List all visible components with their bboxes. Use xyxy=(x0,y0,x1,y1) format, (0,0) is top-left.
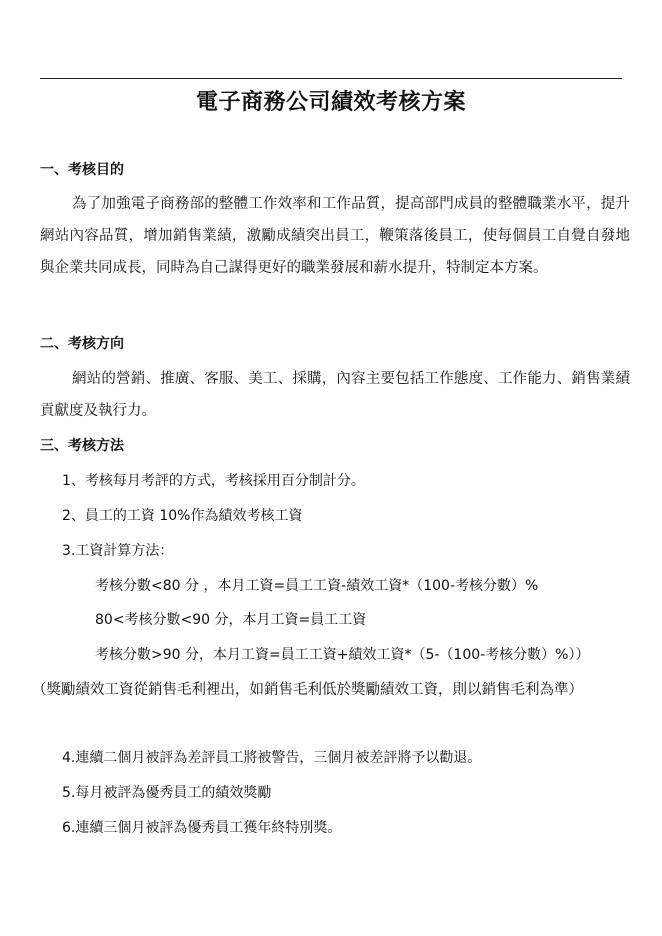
method-item-3: 3.工資計算方法： xyxy=(62,543,174,559)
section-heading-direction: 二、考核方向 xyxy=(40,336,124,352)
bonus-note: （獎勵績效工資從銷售毛利裡出，如銷售毛利低於獎勵績效工資，則以銷售毛利為準） xyxy=(32,682,583,698)
section-heading-purpose: 一、考核目的 xyxy=(40,162,124,178)
formula-line-1: 考核分數<80 分 ，本月工資=員工工資-績效工資*（100-考核分數）% xyxy=(95,578,539,594)
method-item-2: 2、員工的工資 10%作為績效考核工資 xyxy=(62,508,303,524)
method-item-1: 1、考核每月考評的方式，考核採用百分制計分。 xyxy=(62,473,365,489)
section-paragraph-purpose: 為了加強電子商務部的整體工作效率和工作品質，提高部門成員的整體職業水平，提升網站內容品質，增加銷售業績，激勵成績突出員工，鞭策落後員工，使每個員工自覺自發地與企業共同成長，同時為自己謀得更好的職業發展和薪水提升，特制定本方案。 xyxy=(40,196,630,276)
method-item-6: 6.連續三個月被評為優秀員工獲年終特別獎。 xyxy=(62,820,342,836)
section-heading-method: 三、考核方法 xyxy=(40,438,124,454)
method-item-4: 4.連續二個月被評為差評員工將被警告，三個月被差評將予以勸退。 xyxy=(62,750,482,766)
top-divider xyxy=(40,78,622,79)
formula-line-2: 80<考核分數<90 分，本月工資=員工工資 xyxy=(95,612,367,628)
document-title: 電子商務公司績效考核方案 xyxy=(195,90,466,115)
section-paragraph-direction: 網站的營銷、推廣、客服、美工、採購，內容主要包括工作態度、工作能力、銷售業績貢獻度及執行力。 xyxy=(40,371,630,419)
formula-line-3: 考核分數>90 分，本月工資=員工工資+績效工資*（5-（100-考核分數）%）） xyxy=(95,647,590,663)
method-item-5: 5.每月被評為優秀員工的績效獎勵 xyxy=(62,785,272,801)
